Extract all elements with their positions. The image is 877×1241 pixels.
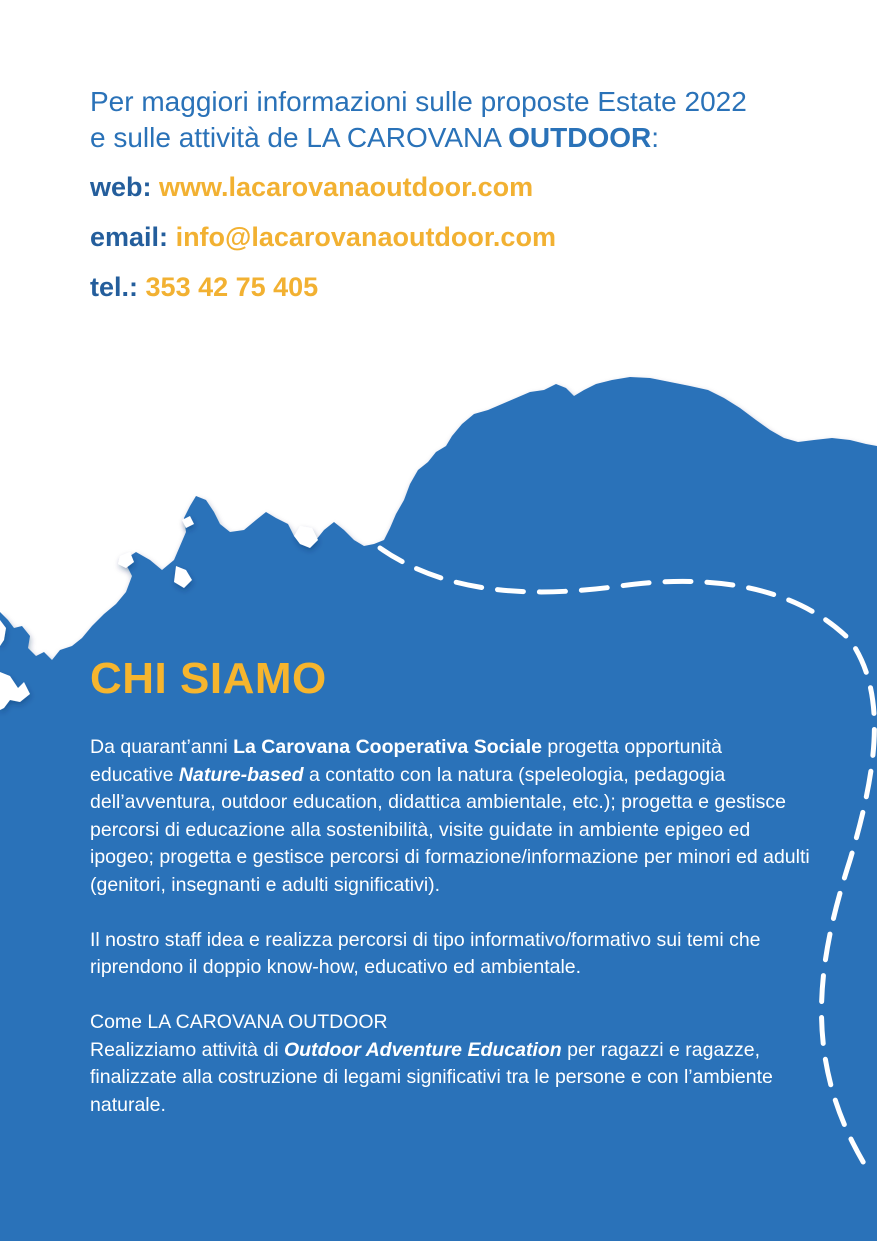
- p3-heading-line: Come LA CAROVANA OUTDOOR: [90, 1011, 388, 1033]
- p1-part-a: Da quarant’anni: [90, 736, 234, 758]
- about-text: [90, 734, 810, 1147]
- p3-part-a: Realizziamo attività di: [90, 1038, 284, 1061]
- email-link[interactable]: info@lacarovanaoutdoor.com: [175, 222, 556, 252]
- intro-outdoor-bold: OUTDOOR: [508, 122, 652, 153]
- chi-siamo-heading: CHI SIAMO: [90, 654, 327, 703]
- intro-colon: :: [651, 122, 660, 153]
- p3-part-c: per ragazzi e ragazze, finalizzate alla costruzione di legami significativi tra le persone e con l’ambiente naturale.: [90, 1038, 773, 1116]
- nature-based-term: Nature-based: [178, 763, 304, 786]
- contact-web: [90, 172, 533, 203]
- tel-number[interactable]: 353 42 75 405: [145, 272, 319, 302]
- p1-part-c: progetta opportunità educative: [90, 736, 722, 786]
- about-paragraph-2: Il nostro staff idea e realizza percorsi di tipo informativo/formativo sui temi che riprendono il doppio know-how, educativo ed ambientale.: [90, 928, 761, 978]
- info-intro: [90, 84, 850, 156]
- tel-label: tel.:: [90, 272, 139, 302]
- web-link[interactable]: www.lacarovanaoutdoor.com: [159, 172, 534, 202]
- web-label: web:: [90, 172, 152, 202]
- p1-part-e: a contatto con la natura (speleologia, pedagogia dell’avventura, outdoor education, didattica ambientale, etc.); progetta e gestisce percorsi di educazione alla sostenibilità, visite guidate in ambiente epigeo ed ipogeo; progetta e gestisce percorsi di formazione/informazione per minori ed adulti (genitori, insegnanti e adulti significativi).: [90, 763, 810, 896]
- contact-tel: [90, 272, 318, 303]
- intro-line-2-text: e sulle attività de LA CAROVANA: [90, 122, 509, 153]
- about-paragraph-1: [90, 734, 810, 899]
- about-paragraph-3: [90, 1009, 810, 1119]
- intro-line-1: Per maggiori informazioni sulle proposte Estate 2022: [90, 86, 747, 117]
- email-label: email:: [90, 222, 169, 252]
- cooperative-name: La Carovana Cooperativa Sociale: [233, 736, 542, 758]
- contact-email: [90, 222, 556, 253]
- intro-line-2: [90, 120, 850, 156]
- oae-term: Outdoor Adventure Education: [284, 1038, 562, 1061]
